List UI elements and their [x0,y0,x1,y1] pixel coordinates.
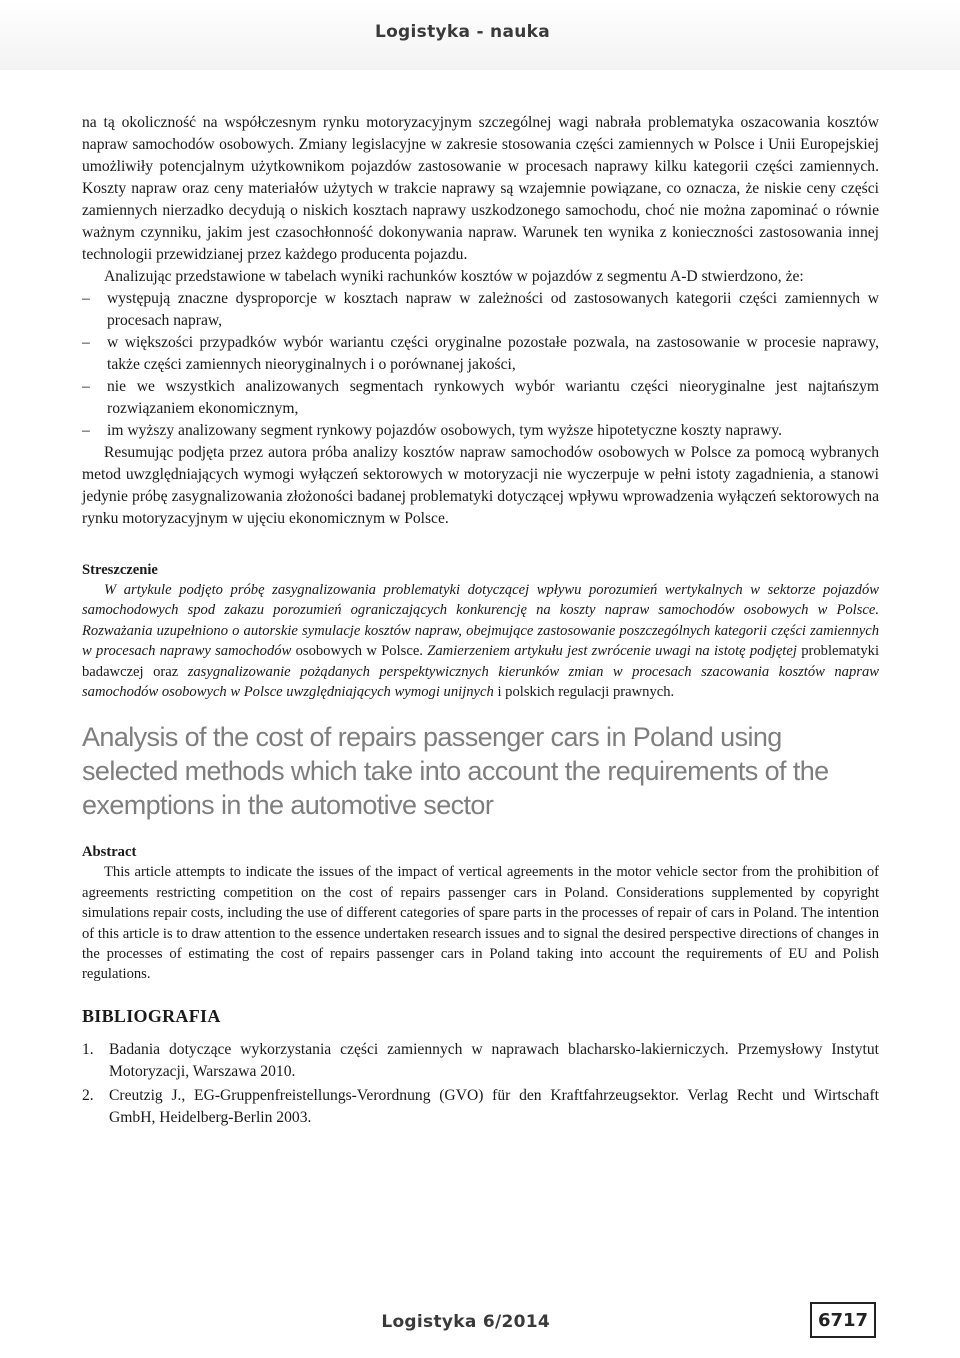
article-content [82,112,879,1131]
summary-body [82,580,879,702]
conclusion-paragraph: Resumując podjęta przez autora próba analizy kosztów napraw samochodów osobowych w Polsce za pomocą wybranych metod uwzględniających wymogi wyłączeń sektorowych w motoryzacji nie wyczerpuje w pełni istoty zagadnienia, a stanowi jedynie próbę zasygnalizowania złożoności badanej problematyki dotyczącej wpływu wprowadzenia wyłączeń sektorowych na rynku motoryzacyjnym w ujęciu ekonomicznym w Polsce. [82,444,879,527]
reference-text: Creutzig J., EG-Gruppenfreistellungs-Verordnung (GVO) für den Kraftfahrzeugsektor. Verlag Recht und Wirtschaft GmbH, Heidelberg-Berlin 2003. [109,1086,879,1126]
abstract-body: This article attempts to indicate the issues of the impact of vertical agreements in the motor vehicle sector from the prohibition of agreements restricting competition on the cost of repairs passenger cars in Poland. Considerations supplemented by copyright simulations repair costs, including the use of different categories of spare parts in the processes of repair of cars in Poland. The intention of this article is to draw attention to the essence undertaken research issues and to signal the desired perspective directions of changes in the processes of estimating the cost of repairs passenger cars in Poland taking into account the requirements of EU and Polish regulations. [82,864,879,983]
reference-number: 1. [82,1040,94,1058]
list-item: – im wyższy analizowany segment rynkowy pojazdów osobowych, tym wyższe hipotetyczne koszty naprawy. [82,420,879,442]
header-title: Logistyka - nauka [374,22,550,42]
running-header [0,0,960,70]
footer-journal: Logistyka 6/2014 [381,1312,550,1332]
summary-heading: Streszczenie [82,562,158,578]
summary-text: osobowych w Polsce. [295,643,423,660]
english-title: Analysis of the cost of repairs passenger cars in Poland using selected methods which take into account the requirements of the exemptions in the automotive sector [82,722,829,821]
summary-text: i polskich regulacji prawnych. [497,684,675,701]
list-item [82,1085,879,1129]
abstract-heading: Abstract [82,844,137,861]
list-item: – występują znaczne dysproporcje w kosztach napraw w zależności od zastosowanych kategorii części zamiennych w procesach napraw, [82,288,879,332]
summary-text: problematyki badawczej oraz [82,643,880,680]
bibliography-list [82,1039,879,1129]
intro-paragraph: na tą okoliczność na współczesnym rynku motoryzacyjnym szczególnej wagi nabrała problematyka oszacowania kosztów napraw samochodów osobowych. Zmiany legislacyjne w zakresie stosowania części zamiennych w Polsce i Unii Europejskiej umożliwiły potencjalnym użytkownikom pojazdów zastosowanie w procesach naprawy kilku kategorii części zamiennych. Koszty napraw oraz ceny materiałów użytych w trakcie naprawy są wzajemnie powiązane, co oznacza, że niskie ceny części zamiennych nierzadko decydują o niskich kosztach naprawy uszkodzonego samochodu, choć nie można zapominać o równie ważnym czynniku, jakim jest czasochłonność dokonywania napraw. Warunek ten wynika z konieczności zastosowania innej technologii przewidzianej przez każdego producenta pojazdu. [82,114,879,263]
summary-text: zasygnalizowanie pożądanych perspektywicznych kierunków zmian w procesach szacowania kosztów napraw samochodów osobowych w Polsce uwzględniających wymogi unijnych [82,663,879,701]
list-item: – nie we wszystkich analizowanych segmentach rynkowych wybór wariantu części nieoryginalne jest najtańszym rozwiązaniem ekonomicznym, [82,376,879,420]
bibliography-heading: BIBLIOGRAFIA [82,1005,221,1026]
findings-list [82,288,879,442]
list-item: – w większości przypadków wybór wariantu części oryginalne pozostałe pozwala, na zastosowanie w procesie naprawy, także części zamiennych nieoryginalnych i o porównanej jakości, [82,332,879,376]
summary-text: W artykule podjęto próbę zasygnalizowania problematyki dotyczącej wpływu porozumień wertykalnych w sektorze pojazdów samochodowych spod zakazu porozumień ograniczających konkurencję na koszty napraw samochodów osobowych w Polsce. Rozważania uzupełniono o autorskie symulacje kosztów napraw, obejmujące zastosowanie poszczególnych kategorii części zamiennych w procesach naprawy samochodów [82,582,879,660]
page-number: 6717 [810,1302,876,1338]
reference-text: Badania dotyczące wykorzystania części zamiennych w naprawach blacharsko-lakierniczych. Przemysłowy Instytut Motoryzacji, Warszawa 2010. [109,1040,879,1080]
reference-number: 2. [82,1086,94,1104]
list-item [82,1039,879,1083]
analysis-lead: Analizując przedstawione w tabelach wyniki rachunków kosztów w pojazdów z segmentu A-D stwierdzono, że: [104,268,804,285]
summary-text: Zamierzeniem artykułu jest zwrócenie uwagi na istotę podjętej [427,643,797,660]
